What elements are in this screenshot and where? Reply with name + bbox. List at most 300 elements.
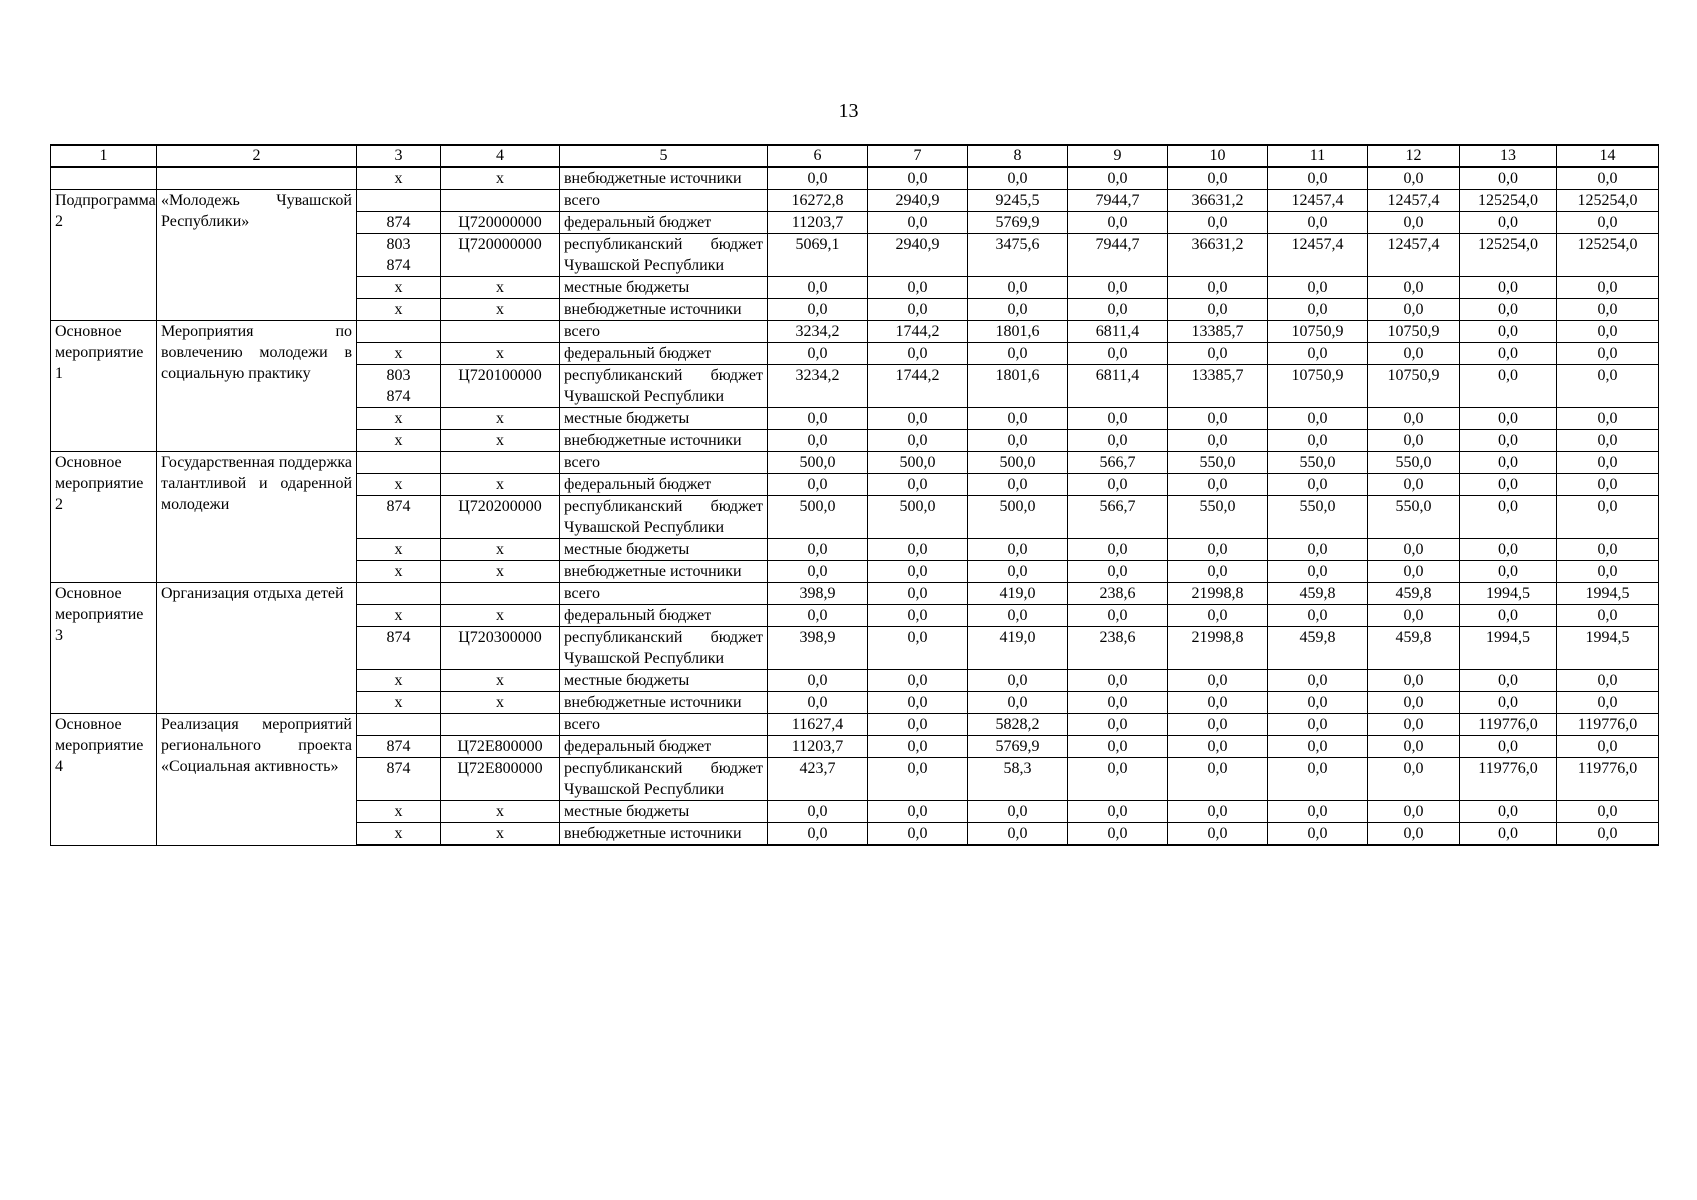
amount-cell-col-11: 0,0 xyxy=(1268,692,1368,714)
amount-cell-col-11: 0,0 xyxy=(1268,539,1368,561)
grbs-code-cell: х xyxy=(357,801,441,823)
amount-cell-col-13: 125254,0 xyxy=(1460,234,1557,277)
amount-cell-col-14: 0,0 xyxy=(1557,605,1659,627)
amount-cell-col-7: 0,0 xyxy=(868,343,968,365)
amount-cell-col-12: 0,0 xyxy=(1368,408,1460,430)
amount-cell-col-12: 12457,4 xyxy=(1368,234,1460,277)
amount-cell-col-9: 0,0 xyxy=(1068,692,1168,714)
amount-cell-col-12: 550,0 xyxy=(1368,452,1460,474)
amount-cell-col-10: 0,0 xyxy=(1168,277,1268,299)
amount-cell-col-13: 0,0 xyxy=(1460,365,1557,408)
amount-cell-col-9: 0,0 xyxy=(1068,670,1168,692)
amount-cell-col-10: 0,0 xyxy=(1168,408,1268,430)
amount-cell-col-8: 0,0 xyxy=(968,801,1068,823)
amount-cell-col-9: 6811,4 xyxy=(1068,321,1168,343)
amount-cell-col-9: 0,0 xyxy=(1068,758,1168,801)
status-cell: Подпрограмма 2 xyxy=(51,190,157,321)
amount-cell-col-12: 0,0 xyxy=(1368,714,1460,736)
amount-cell-col-10: 36631,2 xyxy=(1168,234,1268,277)
amount-cell-col-6: 11627,4 xyxy=(768,714,868,736)
amount-cell-col-9: 0,0 xyxy=(1068,605,1168,627)
amount-cell-col-10: 0,0 xyxy=(1168,670,1268,692)
target-article-cell: х xyxy=(441,539,560,561)
amount-cell-col-13: 0,0 xyxy=(1460,167,1557,190)
amount-cell-col-12: 550,0 xyxy=(1368,496,1460,539)
amount-cell-col-12: 0,0 xyxy=(1368,212,1460,234)
amount-cell-col-6: 16272,8 xyxy=(768,190,868,212)
amount-cell-col-9: 0,0 xyxy=(1068,299,1168,321)
grbs-code-cell: х xyxy=(357,430,441,452)
funding-source-cell: местные бюджеты xyxy=(560,539,768,561)
amount-cell-col-10: 13385,7 xyxy=(1168,365,1268,408)
column-header-2: 2 xyxy=(157,145,357,167)
amount-cell-col-13: 1994,5 xyxy=(1460,583,1557,605)
amount-cell-col-11: 0,0 xyxy=(1268,561,1368,583)
column-header-6: 6 xyxy=(768,145,868,167)
column-header-11: 11 xyxy=(1268,145,1368,167)
amount-cell-col-7: 500,0 xyxy=(868,452,968,474)
grbs-code-cell: х xyxy=(357,670,441,692)
amount-cell-col-11: 0,0 xyxy=(1268,212,1368,234)
amount-cell-col-12: 12457,4 xyxy=(1368,190,1460,212)
grbs-code-cell xyxy=(357,452,441,474)
column-header-3: 3 xyxy=(357,145,441,167)
funding-source-cell: внебюджетные источники xyxy=(560,430,768,452)
amount-cell-col-14: 0,0 xyxy=(1557,212,1659,234)
amount-cell-col-6: 0,0 xyxy=(768,670,868,692)
amount-cell-col-8: 0,0 xyxy=(968,299,1068,321)
table-row xyxy=(51,321,1659,343)
amount-cell-col-6: 11203,7 xyxy=(768,736,868,758)
amount-cell-col-10: 0,0 xyxy=(1168,692,1268,714)
target-article-cell: х xyxy=(441,823,560,846)
amount-cell-col-11: 550,0 xyxy=(1268,452,1368,474)
amount-cell-col-7: 0,0 xyxy=(868,561,968,583)
funding-source-cell: внебюджетные источники xyxy=(560,167,768,190)
amount-cell-col-9: 7944,7 xyxy=(1068,190,1168,212)
amount-cell-col-12: 459,8 xyxy=(1368,627,1460,670)
amount-cell-col-13: 0,0 xyxy=(1460,321,1557,343)
amount-cell-col-8: 1801,6 xyxy=(968,365,1068,408)
amount-cell-col-14: 0,0 xyxy=(1557,408,1659,430)
funding-source-cell: внебюджетные источники xyxy=(560,692,768,714)
table-row xyxy=(51,190,1659,212)
amount-cell-col-14: 0,0 xyxy=(1557,801,1659,823)
funding-source-cell: республиканский бюджет Чувашской Республики xyxy=(560,627,768,670)
amount-cell-col-6: 0,0 xyxy=(768,605,868,627)
amount-cell-col-13: 0,0 xyxy=(1460,692,1557,714)
target-article-cell xyxy=(441,321,560,343)
amount-cell-col-10: 0,0 xyxy=(1168,343,1268,365)
grbs-code-cell: х xyxy=(357,277,441,299)
amount-cell-col-13: 0,0 xyxy=(1460,823,1557,846)
amount-cell-col-13: 0,0 xyxy=(1460,670,1557,692)
amount-cell-col-11: 0,0 xyxy=(1268,299,1368,321)
funding-source-cell: республиканский бюджет Чувашской Республики xyxy=(560,365,768,408)
grbs-code-cell: х xyxy=(357,605,441,627)
amount-cell-col-10: 0,0 xyxy=(1168,605,1268,627)
amount-cell-col-10: 0,0 xyxy=(1168,736,1268,758)
program-name-cell: Государственная поддержка талантливой и одаренной молодежи xyxy=(157,452,357,583)
amount-cell-col-11: 0,0 xyxy=(1268,714,1368,736)
program-name-cell: Реализация мероприятий регионального проекта «Социальная активность» xyxy=(157,714,357,846)
amount-cell-col-10: 550,0 xyxy=(1168,452,1268,474)
funding-source-cell: внебюджетные источники xyxy=(560,823,768,846)
column-header-4: 4 xyxy=(441,145,560,167)
amount-cell-col-7: 0,0 xyxy=(868,714,968,736)
amount-cell-col-11: 459,8 xyxy=(1268,583,1368,605)
amount-cell-col-12: 0,0 xyxy=(1368,758,1460,801)
page-number: 13 xyxy=(838,100,859,122)
amount-cell-col-7: 0,0 xyxy=(868,758,968,801)
amount-cell-col-12: 0,0 xyxy=(1368,539,1460,561)
amount-cell-col-13: 0,0 xyxy=(1460,474,1557,496)
amount-cell-col-7: 0,0 xyxy=(868,583,968,605)
amount-cell-col-13: 1994,5 xyxy=(1460,627,1557,670)
funding-source-cell: республиканский бюджет Чувашской Республики xyxy=(560,758,768,801)
amount-cell-col-7: 0,0 xyxy=(868,474,968,496)
amount-cell-col-14: 0,0 xyxy=(1557,321,1659,343)
amount-cell-col-13: 119776,0 xyxy=(1460,714,1557,736)
amount-cell-col-9: 566,7 xyxy=(1068,496,1168,539)
amount-cell-col-12: 459,8 xyxy=(1368,583,1460,605)
amount-cell-col-10: 36631,2 xyxy=(1168,190,1268,212)
amount-cell-col-14: 0,0 xyxy=(1557,692,1659,714)
amount-cell-col-6: 398,9 xyxy=(768,583,868,605)
amount-cell-col-7: 0,0 xyxy=(868,736,968,758)
grbs-code-cell: 874 xyxy=(357,736,441,758)
target-article-cell: х xyxy=(441,430,560,452)
target-article-cell: Ц720100000 xyxy=(441,365,560,408)
target-article-cell: х xyxy=(441,408,560,430)
amount-cell-col-11: 12457,4 xyxy=(1268,234,1368,277)
amount-cell-col-7: 0,0 xyxy=(868,539,968,561)
target-article-cell: х xyxy=(441,343,560,365)
amount-cell-col-14: 125254,0 xyxy=(1557,190,1659,212)
amount-cell-col-11: 0,0 xyxy=(1268,343,1368,365)
target-article-cell: Ц72Е800000 xyxy=(441,758,560,801)
amount-cell-col-13: 0,0 xyxy=(1460,452,1557,474)
amount-cell-col-7: 0,0 xyxy=(868,430,968,452)
grbs-code-cell xyxy=(357,714,441,736)
amount-cell-col-7: 0,0 xyxy=(868,299,968,321)
column-header-12: 12 xyxy=(1368,145,1460,167)
funding-source-cell: внебюджетные источники xyxy=(560,561,768,583)
amount-cell-col-10: 0,0 xyxy=(1168,758,1268,801)
table-row xyxy=(51,452,1659,474)
table-body xyxy=(51,167,1659,845)
amount-cell-col-11: 12457,4 xyxy=(1268,190,1368,212)
amount-cell-col-6: 3234,2 xyxy=(768,321,868,343)
target-article-cell: х xyxy=(441,801,560,823)
amount-cell-col-12: 0,0 xyxy=(1368,692,1460,714)
amount-cell-col-10: 0,0 xyxy=(1168,714,1268,736)
amount-cell-col-12: 0,0 xyxy=(1368,670,1460,692)
amount-cell-col-11: 0,0 xyxy=(1268,277,1368,299)
status-cell xyxy=(51,167,157,190)
amount-cell-col-8: 0,0 xyxy=(968,167,1068,190)
grbs-code-cell: х xyxy=(357,299,441,321)
amount-cell-col-12: 0,0 xyxy=(1368,343,1460,365)
amount-cell-col-9: 0,0 xyxy=(1068,212,1168,234)
grbs-code-cell: х xyxy=(357,561,441,583)
amount-cell-col-8: 0,0 xyxy=(968,539,1068,561)
amount-cell-col-7: 0,0 xyxy=(868,167,968,190)
amount-cell-col-12: 0,0 xyxy=(1368,561,1460,583)
amount-cell-col-8: 500,0 xyxy=(968,496,1068,539)
column-header-8: 8 xyxy=(968,145,1068,167)
target-article-cell: х xyxy=(441,561,560,583)
amount-cell-col-11: 459,8 xyxy=(1268,627,1368,670)
amount-cell-col-7: 0,0 xyxy=(868,605,968,627)
amount-cell-col-7: 500,0 xyxy=(868,496,968,539)
amount-cell-col-14: 0,0 xyxy=(1557,736,1659,758)
amount-cell-col-14: 0,0 xyxy=(1557,167,1659,190)
amount-cell-col-12: 0,0 xyxy=(1368,299,1460,321)
amount-cell-col-8: 0,0 xyxy=(968,343,1068,365)
amount-cell-col-10: 0,0 xyxy=(1168,539,1268,561)
amount-cell-col-13: 0,0 xyxy=(1460,299,1557,321)
grbs-code-cell: 874 xyxy=(357,627,441,670)
funding-source-cell: федеральный бюджет xyxy=(560,343,768,365)
amount-cell-col-13: 0,0 xyxy=(1460,277,1557,299)
amount-cell-col-9: 0,0 xyxy=(1068,561,1168,583)
amount-cell-col-8: 5828,2 xyxy=(968,714,1068,736)
column-header-1: 1 xyxy=(51,145,157,167)
grbs-code-cell: 874 xyxy=(357,758,441,801)
target-article-cell: Ц72Е800000 xyxy=(441,736,560,758)
amount-cell-col-11: 0,0 xyxy=(1268,670,1368,692)
amount-cell-col-9: 0,0 xyxy=(1068,167,1168,190)
target-article-cell xyxy=(441,714,560,736)
amount-cell-col-12: 10750,9 xyxy=(1368,365,1460,408)
target-article-cell: х xyxy=(441,277,560,299)
amount-cell-col-14: 125254,0 xyxy=(1557,234,1659,277)
funding-source-cell: местные бюджеты xyxy=(560,801,768,823)
amount-cell-col-7: 0,0 xyxy=(868,823,968,846)
target-article-cell: Ц720000000 xyxy=(441,234,560,277)
amount-cell-col-13: 0,0 xyxy=(1460,736,1557,758)
amount-cell-col-11: 0,0 xyxy=(1268,408,1368,430)
header-row xyxy=(51,145,1659,167)
amount-cell-col-9: 0,0 xyxy=(1068,714,1168,736)
amount-cell-col-9: 0,0 xyxy=(1068,408,1168,430)
amount-cell-col-10: 0,0 xyxy=(1168,474,1268,496)
amount-cell-col-9: 0,0 xyxy=(1068,277,1168,299)
amount-cell-col-8: 5769,9 xyxy=(968,736,1068,758)
grbs-code-cell: х xyxy=(357,167,441,190)
grbs-code-cell xyxy=(357,190,441,212)
amount-cell-col-9: 0,0 xyxy=(1068,343,1168,365)
target-article-cell xyxy=(441,452,560,474)
amount-cell-col-13: 125254,0 xyxy=(1460,190,1557,212)
amount-cell-col-13: 0,0 xyxy=(1460,561,1557,583)
amount-cell-col-6: 0,0 xyxy=(768,299,868,321)
amount-cell-col-10: 550,0 xyxy=(1168,496,1268,539)
status-cell: Основное мероприятие 1 xyxy=(51,321,157,452)
amount-cell-col-6: 0,0 xyxy=(768,430,868,452)
amount-cell-col-8: 419,0 xyxy=(968,583,1068,605)
funding-source-cell: местные бюджеты xyxy=(560,670,768,692)
funding-source-cell: всего xyxy=(560,714,768,736)
amount-cell-col-8: 0,0 xyxy=(968,561,1068,583)
grbs-code-cell: 874 xyxy=(357,496,441,539)
amount-cell-col-9: 0,0 xyxy=(1068,539,1168,561)
amount-cell-col-6: 0,0 xyxy=(768,167,868,190)
amount-cell-col-8: 0,0 xyxy=(968,605,1068,627)
amount-cell-col-8: 0,0 xyxy=(968,692,1068,714)
amount-cell-col-9: 0,0 xyxy=(1068,430,1168,452)
amount-cell-col-6: 398,9 xyxy=(768,627,868,670)
column-header-5: 5 xyxy=(560,145,768,167)
amount-cell-col-14: 0,0 xyxy=(1557,539,1659,561)
amount-cell-col-14: 0,0 xyxy=(1557,474,1659,496)
amount-cell-col-11: 0,0 xyxy=(1268,605,1368,627)
amount-cell-col-9: 0,0 xyxy=(1068,823,1168,846)
target-article-cell: х xyxy=(441,167,560,190)
amount-cell-col-14: 0,0 xyxy=(1557,299,1659,321)
amount-cell-col-13: 0,0 xyxy=(1460,343,1557,365)
target-article-cell: Ц720200000 xyxy=(441,496,560,539)
amount-cell-col-12: 0,0 xyxy=(1368,474,1460,496)
amount-cell-col-14: 0,0 xyxy=(1557,452,1659,474)
grbs-code-cell: 803 874 xyxy=(357,234,441,277)
amount-cell-col-6: 5069,1 xyxy=(768,234,868,277)
amount-cell-col-8: 0,0 xyxy=(968,823,1068,846)
amount-cell-col-7: 0,0 xyxy=(868,408,968,430)
amount-cell-col-12: 0,0 xyxy=(1368,277,1460,299)
amount-cell-col-14: 0,0 xyxy=(1557,277,1659,299)
amount-cell-col-8: 3475,6 xyxy=(968,234,1068,277)
funding-source-cell: местные бюджеты xyxy=(560,408,768,430)
amount-cell-col-8: 0,0 xyxy=(968,408,1068,430)
amount-cell-col-6: 0,0 xyxy=(768,474,868,496)
amount-cell-col-12: 0,0 xyxy=(1368,167,1460,190)
grbs-code-cell: х xyxy=(357,692,441,714)
grbs-code-cell: х xyxy=(357,823,441,846)
status-cell: Основное мероприятие 3 xyxy=(51,583,157,714)
column-header-13: 13 xyxy=(1460,145,1557,167)
amount-cell-col-7: 0,0 xyxy=(868,670,968,692)
amount-cell-col-13: 0,0 xyxy=(1460,539,1557,561)
amount-cell-col-10: 0,0 xyxy=(1168,212,1268,234)
funding-source-cell: всего xyxy=(560,321,768,343)
amount-cell-col-10: 0,0 xyxy=(1168,167,1268,190)
amount-cell-col-12: 10750,9 xyxy=(1368,321,1460,343)
amount-cell-col-6: 500,0 xyxy=(768,496,868,539)
amount-cell-col-8: 500,0 xyxy=(968,452,1068,474)
column-header-14: 14 xyxy=(1557,145,1659,167)
amount-cell-col-7: 0,0 xyxy=(868,627,968,670)
funding-source-cell: внебюджетные источники xyxy=(560,299,768,321)
amount-cell-col-14: 119776,0 xyxy=(1557,714,1659,736)
amount-cell-col-14: 0,0 xyxy=(1557,670,1659,692)
amount-cell-col-13: 0,0 xyxy=(1460,801,1557,823)
amount-cell-col-9: 6811,4 xyxy=(1068,365,1168,408)
amount-cell-col-6: 0,0 xyxy=(768,823,868,846)
column-header-7: 7 xyxy=(868,145,968,167)
amount-cell-col-12: 0,0 xyxy=(1368,430,1460,452)
budget-table xyxy=(50,144,1659,846)
amount-cell-col-6: 0,0 xyxy=(768,343,868,365)
target-article-cell: х xyxy=(441,605,560,627)
amount-cell-col-7: 2940,9 xyxy=(868,234,968,277)
amount-cell-col-6: 423,7 xyxy=(768,758,868,801)
funding-source-cell: всего xyxy=(560,452,768,474)
program-name-cell xyxy=(157,167,357,190)
target-article-cell: Ц720000000 xyxy=(441,212,560,234)
amount-cell-col-8: 0,0 xyxy=(968,670,1068,692)
amount-cell-col-10: 0,0 xyxy=(1168,823,1268,846)
amount-cell-col-10: 0,0 xyxy=(1168,801,1268,823)
amount-cell-col-14: 0,0 xyxy=(1557,496,1659,539)
amount-cell-col-6: 0,0 xyxy=(768,801,868,823)
table-row xyxy=(51,583,1659,605)
amount-cell-col-9: 238,6 xyxy=(1068,627,1168,670)
amount-cell-col-11: 0,0 xyxy=(1268,801,1368,823)
grbs-code-cell: х xyxy=(357,343,441,365)
program-name-cell: Мероприятия по вовлечению молодежи в социальную практику xyxy=(157,321,357,452)
grbs-code-cell: х xyxy=(357,474,441,496)
status-cell: Основное мероприятие 4 xyxy=(51,714,157,846)
program-name-cell: «Молодежь Чувашской Республики» xyxy=(157,190,357,321)
amount-cell-col-14: 119776,0 xyxy=(1557,758,1659,801)
amount-cell-col-11: 10750,9 xyxy=(1268,365,1368,408)
amount-cell-col-11: 0,0 xyxy=(1268,758,1368,801)
amount-cell-col-13: 0,0 xyxy=(1460,605,1557,627)
funding-source-cell: всего xyxy=(560,583,768,605)
amount-cell-col-10: 13385,7 xyxy=(1168,321,1268,343)
target-article-cell: х xyxy=(441,474,560,496)
amount-cell-col-11: 0,0 xyxy=(1268,823,1368,846)
amount-cell-col-14: 0,0 xyxy=(1557,365,1659,408)
amount-cell-col-6: 0,0 xyxy=(768,408,868,430)
grbs-code-cell xyxy=(357,583,441,605)
target-article-cell xyxy=(441,190,560,212)
amount-cell-col-12: 0,0 xyxy=(1368,823,1460,846)
target-article-cell: Ц720300000 xyxy=(441,627,560,670)
amount-cell-col-7: 0,0 xyxy=(868,801,968,823)
amount-cell-col-14: 0,0 xyxy=(1557,430,1659,452)
table-row xyxy=(51,714,1659,736)
amount-cell-col-9: 7944,7 xyxy=(1068,234,1168,277)
column-header-9: 9 xyxy=(1068,145,1168,167)
funding-source-cell: местные бюджеты xyxy=(560,277,768,299)
amount-cell-col-8: 0,0 xyxy=(968,474,1068,496)
amount-cell-col-7: 0,0 xyxy=(868,212,968,234)
amount-cell-col-9: 0,0 xyxy=(1068,474,1168,496)
funding-source-cell: федеральный бюджет xyxy=(560,474,768,496)
amount-cell-col-13: 119776,0 xyxy=(1460,758,1557,801)
target-article-cell xyxy=(441,583,560,605)
funding-source-cell: всего xyxy=(560,190,768,212)
amount-cell-col-8: 419,0 xyxy=(968,627,1068,670)
target-article-cell: х xyxy=(441,692,560,714)
table-header xyxy=(51,145,1659,167)
amount-cell-col-10: 21998,8 xyxy=(1168,583,1268,605)
column-header-10: 10 xyxy=(1168,145,1268,167)
amount-cell-col-11: 10750,9 xyxy=(1268,321,1368,343)
amount-cell-col-14: 0,0 xyxy=(1557,343,1659,365)
amount-cell-col-9: 566,7 xyxy=(1068,452,1168,474)
target-article-cell: х xyxy=(441,299,560,321)
amount-cell-col-7: 0,0 xyxy=(868,692,968,714)
amount-cell-col-11: 0,0 xyxy=(1268,474,1368,496)
amount-cell-col-6: 11203,7 xyxy=(768,212,868,234)
amount-cell-col-6: 3234,2 xyxy=(768,365,868,408)
amount-cell-col-11: 0,0 xyxy=(1268,736,1368,758)
amount-cell-col-11: 550,0 xyxy=(1268,496,1368,539)
